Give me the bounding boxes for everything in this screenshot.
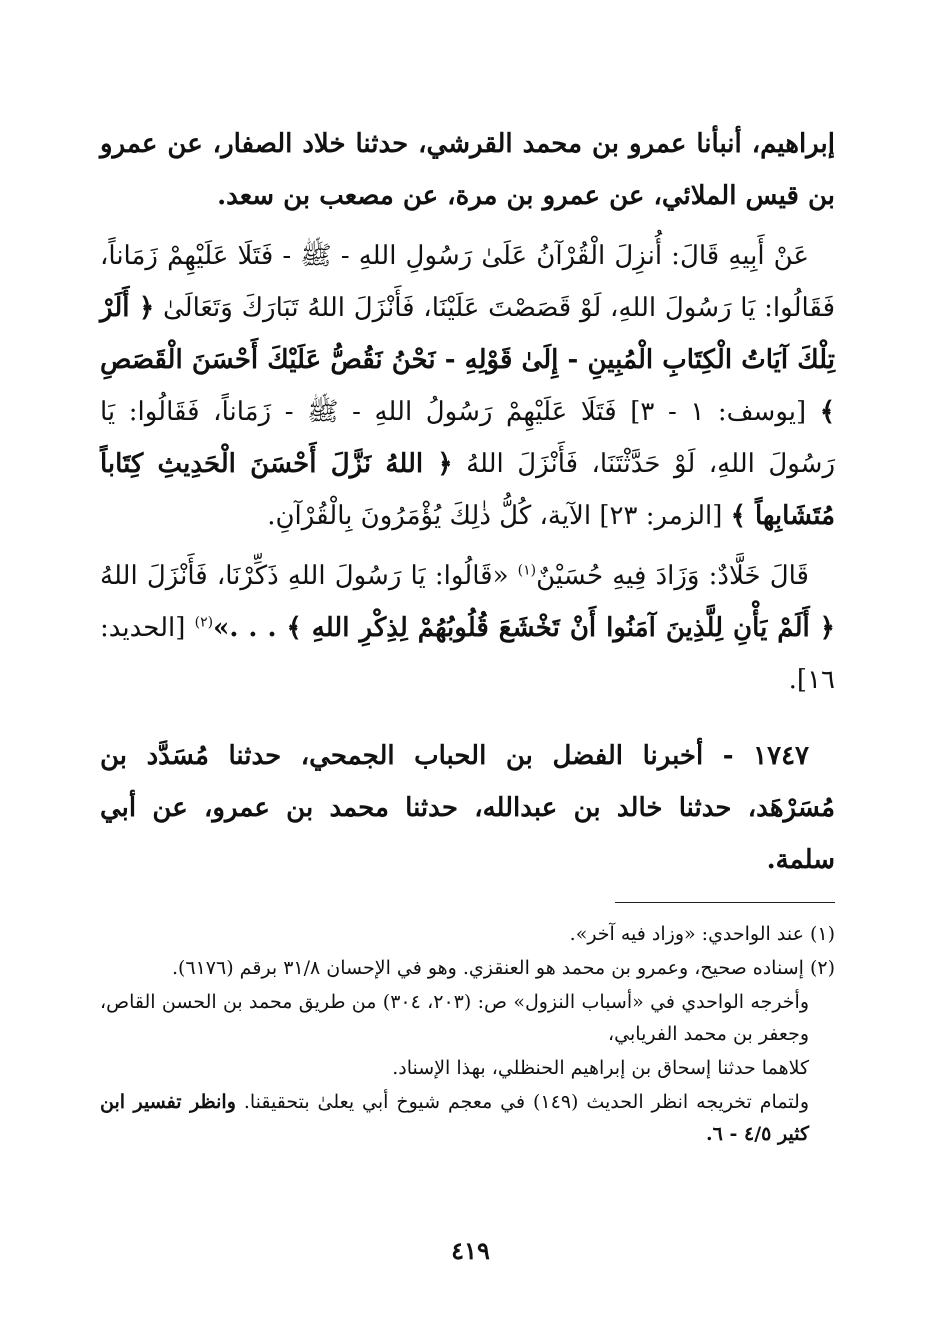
footnote-2-takhrij-text: ولتمام تخريجه انظر الحديث (١٤٩) في معجم شيوخ أبي يعلىٰ بتحقيقنا. [243, 1091, 809, 1113]
hadith-1747-paragraph [100, 730, 835, 886]
main-text [100, 118, 835, 886]
quran-verse-hadid: ﴿ أَلَمْ يَأْنِ لِلَّذِينَ آمَنُوا أَنْ تَخْشَعَ قُلُوبُهُمْ لِذِكْرِ اللهِ ﴾ . . .» [213, 613, 836, 643]
footnote-ref-2: (٢) [194, 614, 214, 631]
isnad-text: إبراهيم، أنبأنا عمرو بن محمد القرشي، حدثنا خلاد الصفار، عن عمرو بن قيس الملائي، عن عمرو بن مرة، عن مصعب بن سعد. [100, 129, 835, 211]
page-number: ٤١٩ [451, 1236, 490, 1265]
khallad-paragraph [100, 550, 835, 706]
footnote-1: (١) عند الواحدي: «وزاد فيه آخر». [569, 923, 835, 945]
footnote-2-tafsir-ref: وانظر تفسير ابن كثير ٤/٥ - ٦. [100, 1091, 809, 1145]
footnote-2-takhrij [100, 1086, 835, 1150]
hadith-text-part2: [يوسف: ١ - ٣] فَتَلَا عَلَيْهِمْ رَسُولُ اللهِ - ﷺ - زَمَاناً، فَقَالُوا: يَا رَسُولَ اللهِ، لَوْ حَدَّثْتَنَا، فَأَنْزَلَ اللهُ [100, 397, 835, 479]
footnotes [100, 918, 835, 1152]
footnote-2-continuation: وأخرجه الواحدي في «أسباب النزول» ص: (٢٠٣، ٣٠٤) من طريق محمد بن الحسن القاص، وجعفر بن محمد الفريابي، [100, 991, 809, 1045]
hadid-reference: [الحديد: ١٦]. [100, 613, 835, 695]
footnote-2: (٢) إسناده صحيح، وعمرو بن محمد هو العنقزي. وهو في الإحسان ٣١/٨ برقم (٦١٧٦). [171, 957, 835, 979]
footnote-2-isnad: كلاهما حدثنا إسحاق بن إبراهيم الحنظلي، بهذا الإسناد. [392, 1057, 809, 1079]
khallad-text-2: «قَالُوا: يَا رَسُولَ اللهِ ذَكِّرْنَا، فَأَنْزَلَ اللهُ [100, 561, 509, 591]
footnote-ref-1: (١) [517, 562, 537, 579]
quran-verse-zumar: ﴿ اللهُ نَزَّلَ أَحْسَنَ الْحَدِيثِ كِتَاباً مُتَشَابِهاً ﴾ [100, 449, 835, 531]
hadith-1747-text: ١٧٤٧ - أخبرنا الفضل بن الحباب الجمحي، حدثنا مُسَدَّد بن مُسَرْهَد، حدثنا خالد بن عبدالله، حدثنا محمد بن عمرو، عن أبي سلمة. [100, 741, 835, 875]
hadith-paragraph [100, 230, 835, 542]
hadith-text-part1: عَنْ أَبِيهِ قَالَ: أُنزِلَ الْقُرْآنُ عَلَىٰ رَسُولِ اللهِ - ﷺ - فَتَلَا عَلَيْهِمْ زَمَاناً، فَقَالُوا: يَا رَسُولَ اللهِ، لَوْ قَصَصْتَ عَلَيْنَا، فَأَنْزَلَ اللهُ تَبَارَكَ وَتَعَالَىٰ [100, 241, 836, 323]
footnote-separator [615, 902, 835, 903]
isnad-paragraph [100, 118, 835, 222]
quran-verse-yusuf: ﴿ أَلَرْ تِلْكَ آيَاتُ الْكِتَابِ الْمُبِينِ - إِلَىٰ قَوْلِهِ - نَحْنُ نَقُصُّ عَلَيْكَ أَحْسَنَ الْقَصَصِ ﴾ [100, 293, 835, 427]
hadith-text-part3: [الزمر: ٢٣] الآية، كُلُّ ذٰلِكَ يُؤْمَرُونَ بِالْقُرْآنِ. [267, 501, 723, 531]
khallad-text: قَالَ خَلَّادٌ: وَزَادَ فِيهِ حُسَيْنٌ [536, 561, 809, 591]
